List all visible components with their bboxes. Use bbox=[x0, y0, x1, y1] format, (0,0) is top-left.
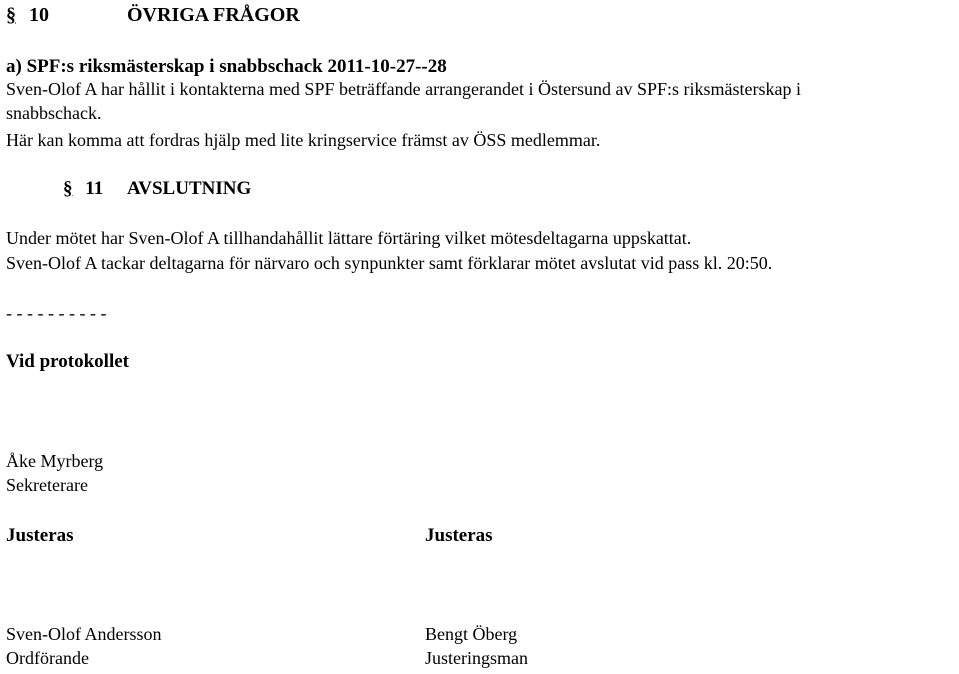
section-title: ÖVRIGA FRÅGOR bbox=[127, 4, 300, 26]
secretary-role: Sekreterare bbox=[6, 475, 88, 495]
protocol-heading: Vid protokollet bbox=[6, 351, 129, 372]
adjuster-name: Bengt Öberg bbox=[425, 624, 518, 644]
adjuster-role: Justeringsman bbox=[425, 648, 528, 668]
section-11-line-1: Under mötet har Sven-Olof A tillhandahållit lättare förtäring vilket mötesdeltagarna uppskattat. bbox=[6, 228, 692, 248]
section-10-heading bbox=[6, 4, 406, 30]
section-11-heading bbox=[63, 178, 363, 204]
section-symbol: § bbox=[63, 178, 73, 199]
chairman-role: Ordförande bbox=[6, 648, 89, 668]
secretary-name: Åke Myrberg bbox=[6, 451, 104, 471]
item-a-line-1: Sven-Olof A har hållit i kontakterna med SPF beträffande arrangerandet i Östersund av SPF:s riksmästerskap i bbox=[6, 79, 802, 99]
item-a-heading: a) SPF:s riksmästerskap i snabbschack 2011-10-27--28 bbox=[6, 56, 447, 77]
left-justeras-heading: Justeras bbox=[6, 525, 74, 546]
item-a-line-3: Här kan komma att fordras hjälp med lite kringservice främst av ÖSS medlemmar. bbox=[6, 130, 601, 150]
section-title: AVSLUTNING bbox=[127, 178, 252, 199]
item-a-line-2: snabbschack. bbox=[6, 103, 102, 123]
section-number: 10 bbox=[29, 4, 49, 26]
section-symbol: § bbox=[6, 4, 16, 26]
right-justeras-heading: Justeras bbox=[425, 525, 493, 546]
section-number: 11 bbox=[85, 178, 104, 199]
separator: - - - - - - - - - - bbox=[6, 303, 107, 323]
chairman-name: Sven-Olof Andersson bbox=[6, 624, 162, 644]
section-11-line-2: Sven-Olof A tackar deltagarna för närvaro och synpunkter samt förklarar mötet avslutat vid pass kl. 20:50. bbox=[6, 253, 773, 273]
